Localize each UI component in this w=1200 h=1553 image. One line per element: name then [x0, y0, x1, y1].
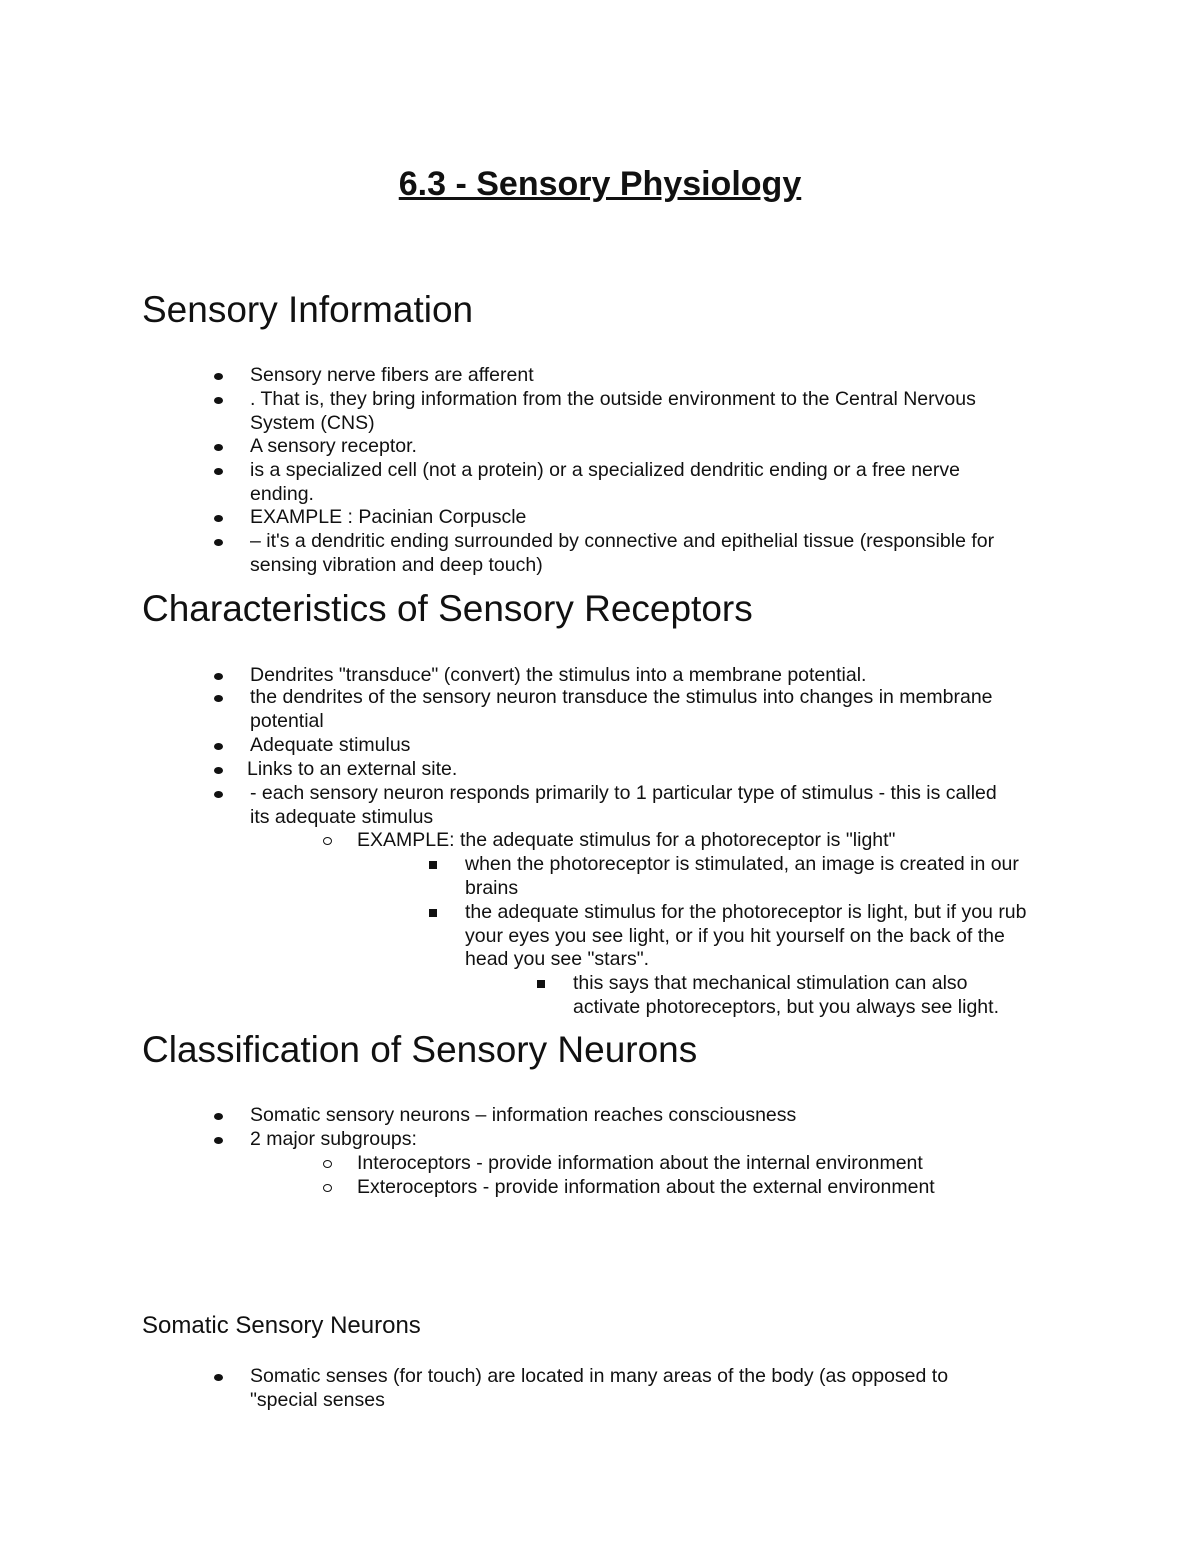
list-item: - each sensory neuron responds primarily to 1 particular type of stimulus - this is called its adequate stimulus — [250, 782, 997, 829]
circle-bullet-icon — [323, 1184, 332, 1192]
sub-list-item: Interoceptors - provide information about the internal environment — [357, 1152, 923, 1176]
bullet-icon — [214, 539, 223, 546]
deep-list-item: this says that mechanical stimulation can also activate photoreceptors, but you always see light. — [573, 972, 999, 1019]
heading-somatic-sensory-neurons: Somatic Sensory Neurons — [142, 1312, 421, 1339]
square-bullet-icon — [429, 861, 437, 869]
bullet-icon — [214, 1137, 223, 1144]
list-item: Adequate stimulus — [250, 734, 410, 758]
bullet-icon — [214, 767, 223, 774]
bullet-icon — [214, 673, 223, 680]
list-item: the dendrites of the sensory neuron transduce the stimulus into changes in membrane potential — [250, 686, 993, 733]
list-item: 2 major subgroups: — [250, 1128, 417, 1152]
circle-bullet-icon — [323, 1160, 332, 1168]
square-bullet-icon — [537, 980, 545, 988]
bullet-icon — [214, 743, 223, 750]
bullet-icon — [214, 695, 223, 702]
list-item: Somatic sensory neurons – information reaches consciousness — [250, 1104, 796, 1128]
square-bullet-icon — [429, 909, 437, 917]
bullet-icon — [214, 444, 223, 451]
heading-characteristics: Characteristics of Sensory Receptors — [142, 588, 753, 629]
list-item: Somatic senses (for touch) are located in many areas of the body (as opposed to "special senses — [250, 1365, 948, 1412]
list-item: – it's a dendritic ending surrounded by connective and epithelial tissue (responsible for sensing vibration and deep touch) — [250, 530, 994, 577]
list-item: . That is, they bring information from the outside environment to the Central Nervous System (CNS) — [250, 388, 976, 435]
list-item: A sensory receptor. — [250, 435, 417, 459]
list-item: Links to an external site. — [247, 758, 457, 782]
bullet-icon — [214, 468, 223, 475]
list-item: Dendrites "transduce" (convert) the stimulus into a membrane potential. — [250, 664, 866, 688]
heading-classification: Classification of Sensory Neurons — [142, 1029, 698, 1070]
sub-list-item: Exteroceptors - provide information about the external environment — [357, 1176, 935, 1200]
bullet-icon — [214, 397, 223, 404]
list-item: EXAMPLE : Pacinian Corpuscle — [250, 506, 526, 530]
circle-bullet-icon — [323, 837, 332, 845]
bullet-icon — [214, 373, 223, 380]
heading-sensory-information: Sensory Information — [142, 289, 474, 330]
bullet-icon — [214, 1113, 223, 1120]
list-item: Sensory nerve fibers are afferent — [250, 364, 534, 388]
bullet-icon — [214, 791, 223, 798]
sub-sub-list-item: the adequate stimulus for the photoreceptor is light, but if you rub your eyes you see light, or if you hit yourself on the back of the head you see "stars". — [465, 901, 1027, 972]
bullet-icon — [214, 515, 223, 522]
list-item: is a specialized cell (not a protein) or a specialized dendritic ending or a free nerve ending. — [250, 459, 960, 506]
bullet-icon — [214, 1374, 223, 1381]
sub-sub-list-item: when the photoreceptor is stimulated, an image is created in our brains — [465, 853, 1019, 900]
page-title: 6.3 - Sensory Physiology — [398, 165, 802, 203]
sub-list-item: EXAMPLE: the adequate stimulus for a photoreceptor is "light" — [357, 829, 895, 853]
